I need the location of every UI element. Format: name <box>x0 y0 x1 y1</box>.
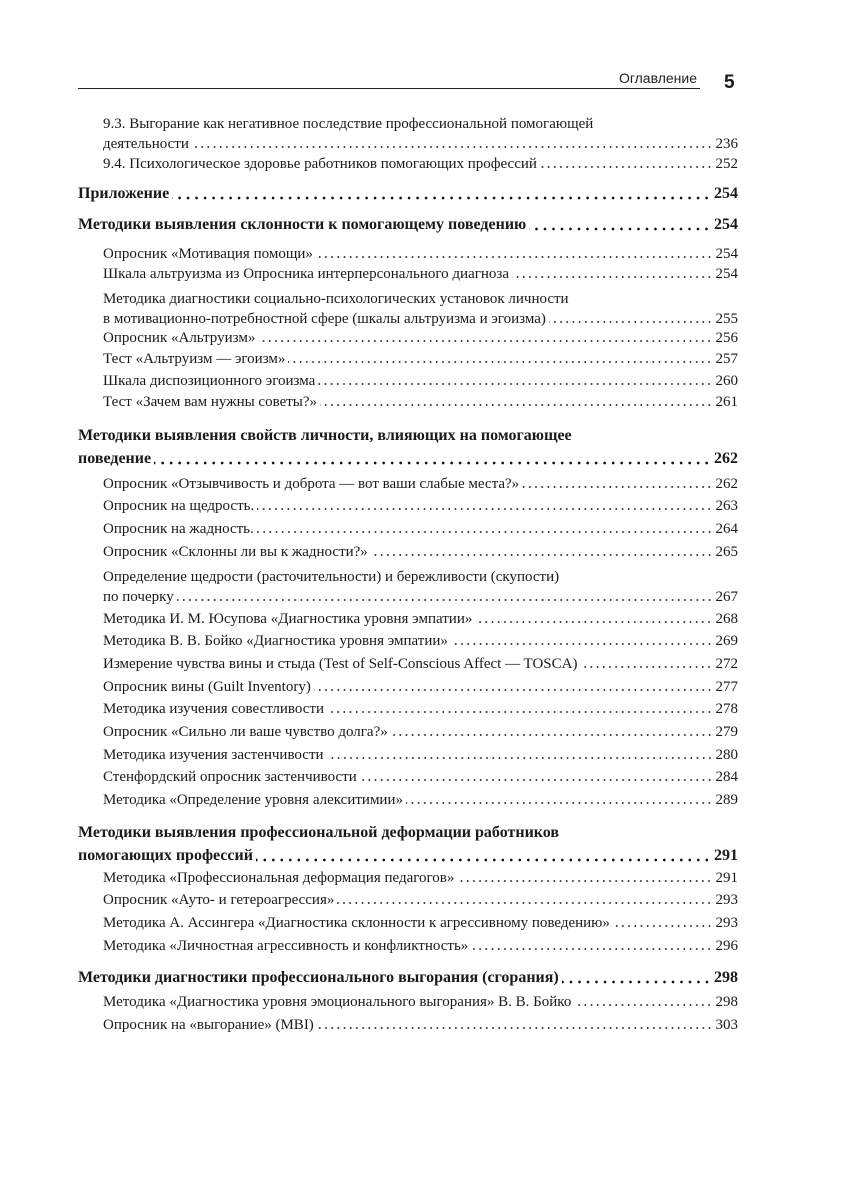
toc-entry-title: Методика «Диагностика уровня эмоционального выгорания» В. В. Бойко <box>103 994 572 1010</box>
toc-entry-line <box>103 309 738 329</box>
toc-entry-page: 257 <box>715 351 738 367</box>
toc-entry-line <box>103 542 738 562</box>
toc-entry[interactable] <box>103 328 738 348</box>
toc-entry[interactable] <box>103 244 738 264</box>
toc-entry-page: 284 <box>715 769 738 785</box>
toc-entry-title: Опросник вины (Guilt Inventory) <box>103 679 311 695</box>
toc-entry-line <box>103 244 738 264</box>
toc-entry-page: 278 <box>715 701 738 717</box>
toc-entry[interactable] <box>103 519 738 539</box>
toc-entry-page: 254 <box>715 246 738 262</box>
dot-leader <box>540 165 713 169</box>
dot-leader <box>320 403 712 407</box>
toc-entry-page: 298 <box>715 994 738 1010</box>
toc-entry-page: 280 <box>715 747 738 763</box>
toc-entry-title: Опросник «Мотивация помощи» <box>103 246 313 262</box>
toc-entry-page: 262 <box>714 450 738 467</box>
dot-leader <box>288 360 712 364</box>
toc-entry[interactable] <box>103 349 738 369</box>
toc-entry-title: Методики выявления свойств личности, влияющих на помогающее <box>78 427 572 444</box>
toc-entry-page: 255 <box>715 311 738 327</box>
toc-entry-title: Опросник «Отзывчивость и доброта — вот ваши слабые места?» <box>103 476 520 492</box>
toc-entry-title: Методика «Личностная агрессивность и конфликтность» <box>103 938 469 954</box>
toc-entry-title: Опросник «Склонны ли вы к жадности?» <box>103 544 368 560</box>
toc-entry-page: 256 <box>715 330 738 346</box>
toc-entry-line <box>103 722 738 742</box>
toc-entry-title: Методика А. Ассингера «Диагностика склонности к агрессивному поведению» <box>103 915 610 931</box>
toc-entry-page: 252 <box>715 156 738 172</box>
toc-entry-page: 265 <box>715 544 738 560</box>
toc-entry-line <box>78 821 738 844</box>
dot-leader <box>257 507 712 511</box>
toc-entry-page: 272 <box>715 656 738 672</box>
dot-leader <box>562 980 711 984</box>
toc-entry-page: 268 <box>715 611 738 627</box>
dot-leader <box>580 665 712 669</box>
toc-entry-title: Методики диагностики профессионального выгорания (сгорания) <box>78 969 559 986</box>
toc-entry-line <box>103 992 738 1012</box>
toc-entry-page: 254 <box>715 266 738 282</box>
toc-entry[interactable] <box>103 677 738 697</box>
toc-entry-title: Методика «Определение уровня алекситимии» <box>103 792 403 808</box>
toc-entry[interactable] <box>103 913 738 933</box>
toc-entry-line <box>103 114 738 134</box>
dot-leader <box>327 756 713 760</box>
toc-entry-title: Методика изучения совестливости <box>103 701 325 717</box>
toc-entry[interactable] <box>103 868 738 888</box>
toc-entry-page: 289 <box>715 792 738 808</box>
toc-entry[interactable] <box>103 371 738 391</box>
toc-entry-page: 262 <box>715 476 738 492</box>
toc-entry[interactable] <box>103 567 738 607</box>
toc-entry-title: Шкала диспозиционного эгоизма <box>103 373 316 389</box>
toc-entry-title: деятельности <box>103 136 189 152</box>
toc-entry[interactable] <box>103 289 738 329</box>
toc-entry-title: Шкала альтруизма из Опросника интерперсонального диагноза <box>103 266 510 282</box>
toc-entry-line <box>103 654 738 674</box>
toc-entry-title: Тест «Зачем вам нужны советы?» <box>103 394 318 410</box>
toc-entry-page: 263 <box>715 498 738 514</box>
toc-section-entry[interactable] <box>78 966 738 989</box>
toc-entry-title: Методика «Профессиональная деформация педагогов» <box>103 870 455 886</box>
toc-entry[interactable] <box>103 654 738 674</box>
toc-entry-line <box>103 154 738 174</box>
toc-entry[interactable] <box>103 609 738 629</box>
dot-leader <box>337 901 712 905</box>
toc-entry[interactable] <box>103 992 738 1012</box>
toc-entry[interactable] <box>103 392 738 412</box>
toc-entry-page: 269 <box>715 633 738 649</box>
toc-entry[interactable] <box>103 722 738 742</box>
toc-entry-title: по почерку <box>103 589 174 605</box>
toc-entry-page: 291 <box>714 847 738 864</box>
toc-entry-line <box>103 519 738 539</box>
toc-entry-line <box>103 936 738 956</box>
toc-entry-title: Методики выявления склонности к помогающему поведению <box>78 216 527 233</box>
toc-entry-line <box>78 966 738 989</box>
toc-entry-title: 9.4. Психологическое здоровье работников помогающих профессий <box>103 156 537 172</box>
toc-entry[interactable] <box>103 264 738 284</box>
toc-entry-line <box>103 567 738 587</box>
toc-entry[interactable] <box>103 154 738 174</box>
toc-entry[interactable] <box>103 1015 738 1035</box>
dot-leader <box>192 145 713 149</box>
toc-entry[interactable] <box>103 631 738 651</box>
toc-entry-title: поведение <box>78 450 152 467</box>
dot-leader <box>316 255 713 259</box>
dot-leader <box>529 227 711 231</box>
dot-leader <box>391 733 713 737</box>
toc-entry-line <box>103 289 738 309</box>
dot-leader <box>318 382 712 386</box>
toc-section-entry[interactable] <box>78 182 738 205</box>
toc-entry-line <box>103 631 738 651</box>
dot-leader <box>371 553 713 557</box>
dot-leader <box>522 485 712 489</box>
toc-entry-page: 260 <box>715 373 738 389</box>
toc-entry-title: Методики выявления профессиональной деформации работников <box>78 824 560 841</box>
toc-entry-title: Опросник на жадность. <box>103 521 254 537</box>
dot-leader <box>406 801 713 805</box>
toc-entry-page: 267 <box>715 589 738 605</box>
toc-entry[interactable] <box>103 542 738 562</box>
toc-entry-page: 293 <box>715 892 738 908</box>
dot-leader <box>512 275 712 279</box>
dot-leader <box>154 461 711 465</box>
toc-entry-title: Определение щедрости (расточительности) и бережливости (скупости) <box>103 569 560 585</box>
toc-entry-title: Методика В. В. Бойко «Диагностика уровня эмпатии» <box>103 633 448 649</box>
toc-entry-line <box>103 609 738 629</box>
toc-entry-line <box>103 767 738 787</box>
toc-entry-page: 254 <box>714 185 738 202</box>
toc-entry[interactable] <box>103 936 738 956</box>
toc-entry-line <box>103 328 738 348</box>
dot-leader <box>451 642 713 646</box>
toc-entry-line <box>103 496 738 516</box>
dot-leader <box>471 947 712 951</box>
toc-entry-line <box>103 587 738 607</box>
toc-entry-page: 296 <box>715 938 738 954</box>
toc-section-entry[interactable] <box>78 213 738 236</box>
toc-entry[interactable] <box>103 496 738 516</box>
toc-entry-line <box>103 392 738 412</box>
toc-entry-page: 291 <box>715 870 738 886</box>
dot-leader <box>613 924 713 928</box>
toc-entry-title: в мотивационно-потребностной сфере (шкалы альтруизма и эгоизма) <box>103 311 546 327</box>
toc-entry-title: Опросник на «выгорание» (MBI) <box>103 1017 314 1033</box>
toc-entry-title: Тест «Альтруизм — эгоизм» <box>103 351 286 367</box>
toc-entry-page: 264 <box>715 521 738 537</box>
dot-leader <box>317 1026 713 1030</box>
toc-entry[interactable] <box>103 114 738 154</box>
toc-entry-page: 279 <box>715 724 738 740</box>
toc-entry-page: 303 <box>715 1017 738 1033</box>
toc-entry-page: 261 <box>715 394 738 410</box>
toc-entry-line <box>103 745 738 765</box>
toc-entry-title: Измерение чувства вины и стыда (Test of Self-Conscious Affect — TOSCA) <box>103 656 578 672</box>
dot-leader <box>549 320 713 324</box>
dot-leader <box>475 620 712 624</box>
toc-entry-page: 293 <box>715 915 738 931</box>
toc-entry-line <box>103 264 738 284</box>
dot-leader <box>256 858 711 862</box>
dot-leader <box>327 710 712 714</box>
toc-entry-line <box>103 890 738 910</box>
toc-entry-line <box>78 844 738 867</box>
dot-leader <box>257 530 713 534</box>
toc-section-entry[interactable] <box>78 821 738 867</box>
page-number: 5 <box>724 72 735 93</box>
toc-entry-line <box>78 213 738 236</box>
toc-entry-line <box>103 134 738 154</box>
dot-leader <box>574 1003 712 1007</box>
toc-entry-page: 254 <box>714 216 738 233</box>
toc-entry[interactable] <box>103 767 738 787</box>
toc-entry-page: 236 <box>715 136 738 152</box>
dot-leader <box>360 778 713 782</box>
toc-entry-line <box>103 790 738 810</box>
toc-entry-title: Приложение <box>78 185 170 202</box>
toc-entry-page: 298 <box>714 969 738 986</box>
toc-entry-title: Методика И. М. Юсупова «Диагностика уровня эмпатии» <box>103 611 473 627</box>
toc-entry-line <box>103 371 738 391</box>
toc-entry[interactable] <box>103 474 738 494</box>
toc-entry-line <box>78 424 738 447</box>
dot-leader <box>258 339 712 343</box>
dot-leader <box>172 196 711 200</box>
toc-entry-title: Опросник на щедрость. <box>103 498 255 514</box>
running-header-title: Оглавление <box>618 70 697 86</box>
toc-section-entry[interactable] <box>78 424 738 470</box>
dot-leader <box>457 879 712 883</box>
toc-entry-line <box>103 349 738 369</box>
dot-leader <box>314 688 713 692</box>
toc-entry-line <box>103 868 738 888</box>
toc-entry-title: Опросник «Альтруизм» <box>103 330 256 346</box>
toc-entry[interactable] <box>103 790 738 810</box>
toc-entry-title: Методика изучения застенчивости <box>103 747 324 763</box>
toc-entry[interactable] <box>103 890 738 910</box>
toc-entry-title: 9.3. Выгорание как негативное последствие профессиональной помогающей <box>103 116 594 132</box>
toc-entry[interactable] <box>103 699 738 719</box>
header-rule <box>78 88 700 89</box>
toc-entry-title: Опросник «Ауто- и гетероагрессия» <box>103 892 335 908</box>
toc-entry-title: Методика диагностики социально-психологических установок личности <box>103 291 569 307</box>
toc-entry-line <box>103 677 738 697</box>
toc-entry-page: 277 <box>715 679 738 695</box>
toc-entry-title: Стенфордский опросник застенчивости <box>103 769 357 785</box>
toc-entry-title: помогающих профессий <box>78 847 253 864</box>
toc-entry-title: Опросник «Сильно ли ваше чувство долга?» <box>103 724 388 740</box>
toc-entry[interactable] <box>103 745 738 765</box>
toc-entry-line <box>78 182 738 205</box>
toc-entry-line <box>103 913 738 933</box>
dot-leader <box>177 598 713 602</box>
toc-entry-line <box>78 447 738 470</box>
toc-entry-line <box>103 1015 738 1035</box>
toc-entry-line <box>103 699 738 719</box>
toc-entry-line <box>103 474 738 494</box>
